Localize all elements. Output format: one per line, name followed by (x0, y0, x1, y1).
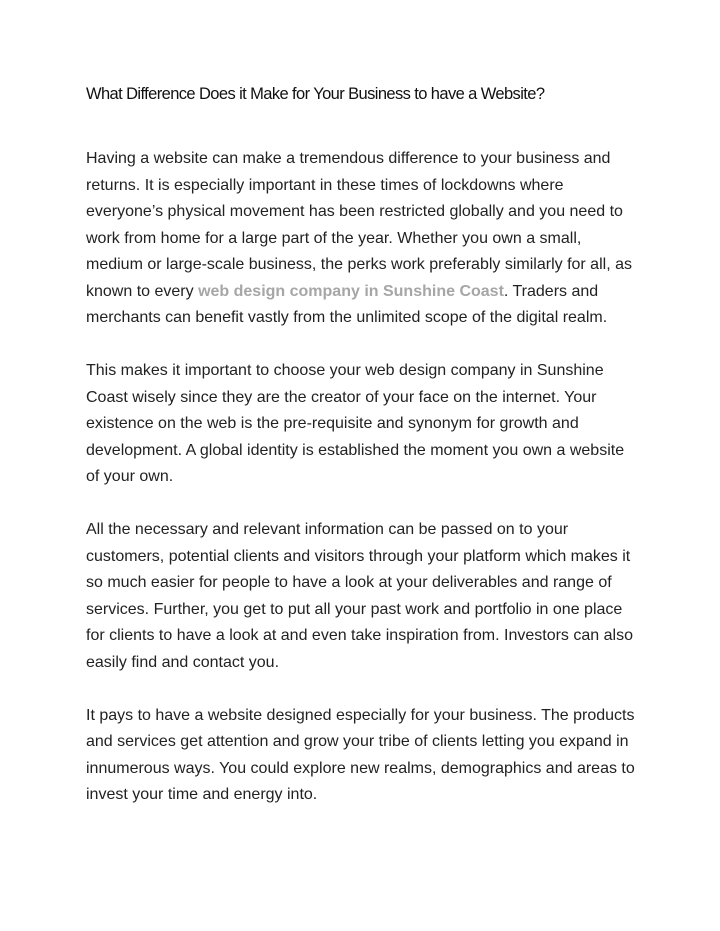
document-title: What Difference Does it Make for Your Business to have a Website? (86, 85, 545, 103)
web-design-company-link[interactable]: web design company in Sunshine Coast (198, 282, 504, 300)
paragraph-4: It pays to have a website designed especially for your business. The products and services get attention and grow your tribe of clients letting you expand in innumerous ways. You could explore new realms, demographics and areas to invest your time and energy into. (86, 706, 635, 803)
paragraph-2: This makes it important to choose your web design company in Sunshine Coast wisely since they are the creator of your face on the internet. Your existence on the web is the pre-requisite and synonym for growth and development. A global identity is established the moment you own a website of your own. (86, 362, 625, 485)
document-body (86, 146, 638, 835)
paragraph-1-text-before: Having a website can make a tremendous difference to your business and returns. It is especially important in these times of lockdowns where everyone’s physical movement has been restricted globally and you need to work from home for a large part of the year. Whether you own a small, medium or large-scale business, the perks work preferably similarly for all, as known to every (86, 150, 632, 300)
paragraph-1-text-after: . Traders and merchants can benefit vastly from the unlimited scope of the digital realm. (86, 282, 608, 326)
paragraph-1 (86, 146, 638, 332)
paragraph-3: All the necessary and relevant information can be passed on to your customers, potential clients and visitors through your platform which makes it so much easier for people to have a look at your deliverables and range of services. Further, you get to put all your past work and portfolio in one place for clients to have a look at and even take inspiration from. Investors can also easily find and contact you. (86, 521, 633, 671)
